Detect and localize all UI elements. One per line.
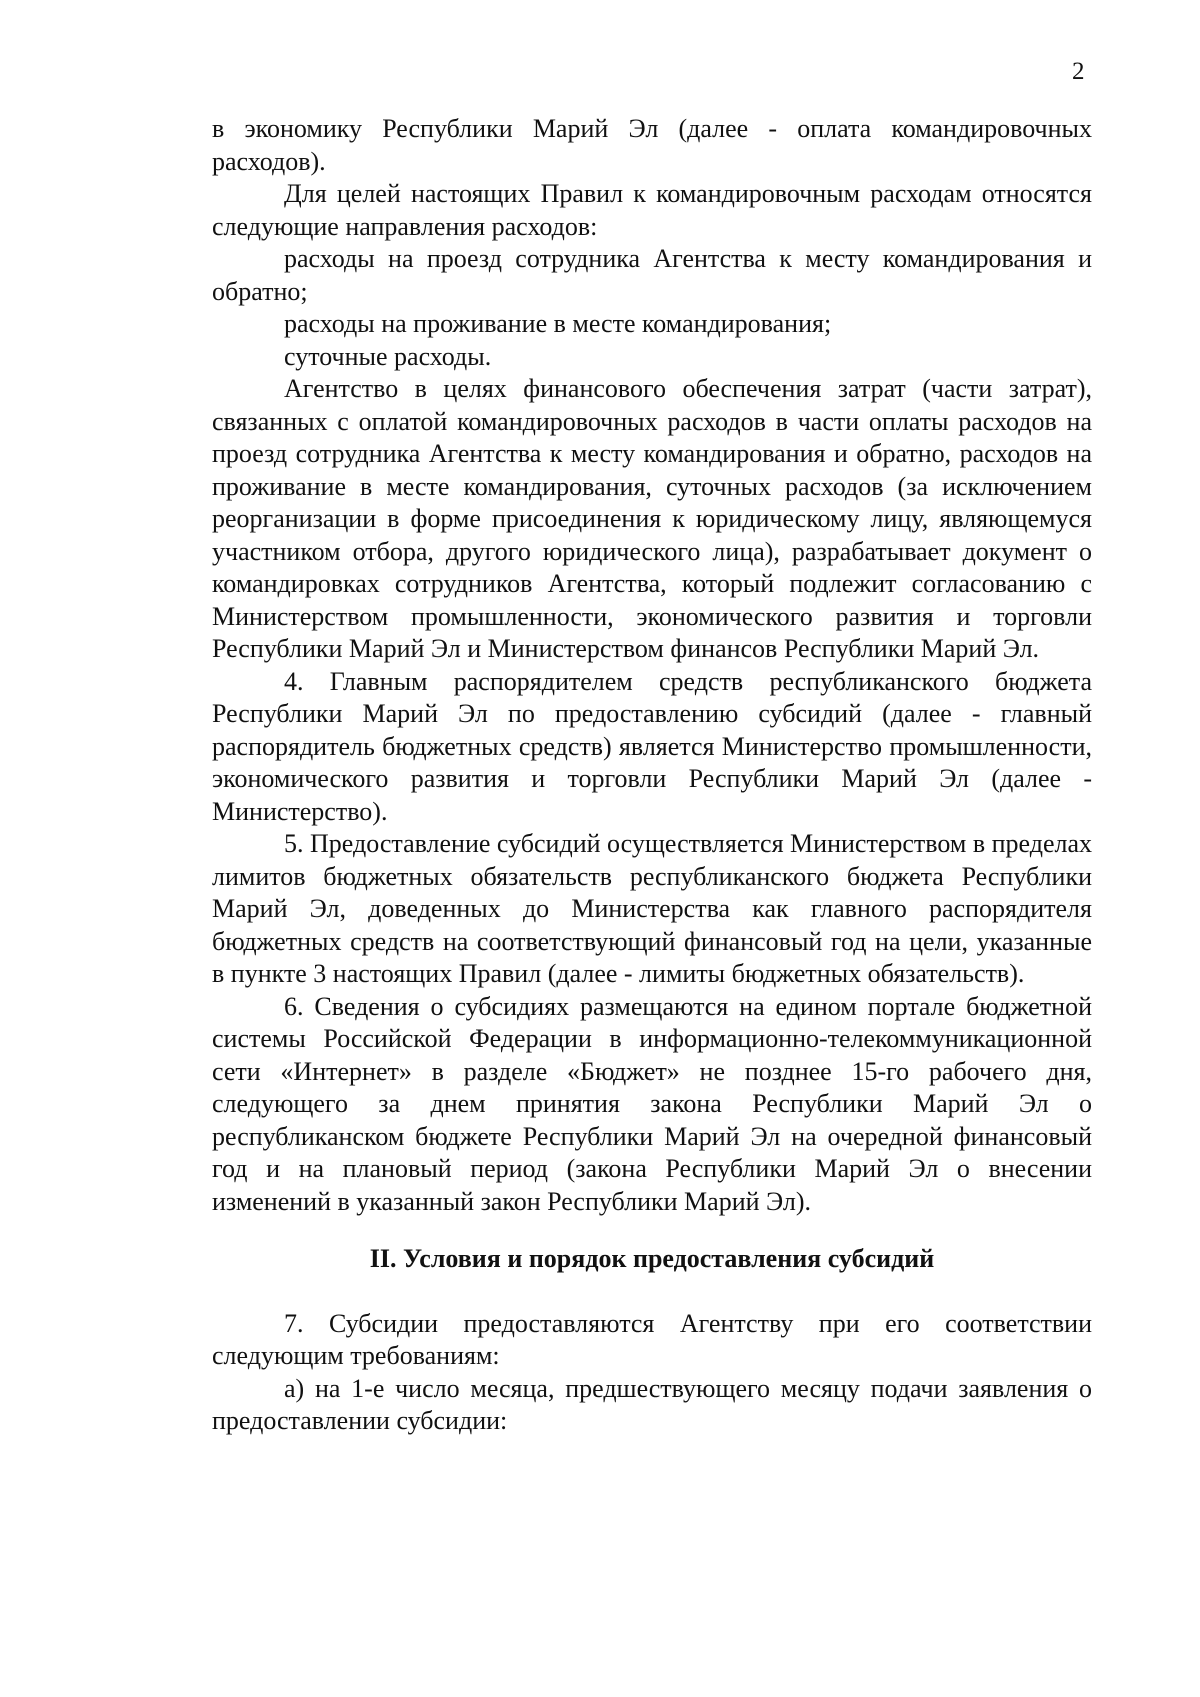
- paragraph-item-4: 4. Главным распорядителем средств республиканского бюджета Республики Марий Эл по предоставлению субсидий (далее - главный распорядитель бюджетных средств) является Министерство промышленности, экономического развития и торговли Республики Марий Эл (далее - Министерство).: [212, 666, 1092, 826]
- paragraph-item-7a: а) на 1-е число месяца, предшествующего месяцу подачи заявления о предоставлении субсидии:: [212, 1373, 1092, 1435]
- section-heading: II. Условия и порядок предоставления субсидий: [369, 1244, 935, 1273]
- document-body: [212, 113, 1092, 1438]
- paragraph-daily-allowance: суточные расходы.: [284, 341, 492, 371]
- paragraph-accommodation-costs: расходы на проживание в месте командирования;: [284, 309, 832, 338]
- paragraph-agency-document: Агентство в целях финансового обеспечения затрат (части затрат), связанных с оплатой командировочных расходов в части оплаты расходов на проезд сотрудника Агентства к месту командирования и обратно, расходов на проживание в месте командирования, суточных расходов (за исключением реорганизации в форме присоединения к юридическому лицу, являющемуся участником отбора, другого юридического лица), разрабатывает документ о командировках сотрудников Агентства, который подлежит согласованию с Министерством промышленности, экономического развития и торговли Республики Марий Эл и Министерством финансов Республики Марий Эл.: [212, 374, 1092, 663]
- paragraph-continuation: в экономику Республики Марий Эл (далее - оплата командировочных расходов).: [212, 114, 1092, 176]
- paragraph-item-7: 7. Субсидии предоставляются Агентству при его соответствии следующим требованиям:: [212, 1308, 1092, 1370]
- paragraph-travel-costs: расходы на проезд сотрудника Агентства к месту командирования и обратно;: [212, 244, 1092, 306]
- paragraph-travel-expense-definition: Для целей настоящих Правил к командировочным расходам относятся следующие направления расходов:: [212, 179, 1092, 241]
- page-number: 2: [1072, 58, 1085, 85]
- paragraph-item-5: 5. Предоставление субсидий осуществляется Министерством в пределах лимитов бюджетных обязательств республиканского бюджета Республики Марий Эл, доведенных до Министерства как главного распорядителя бюджетных средств на соответствующий финансовый год на цели, указанные в пункте 3 настоящих Правил (далее - лимиты бюджетных обязательств).: [212, 829, 1092, 988]
- paragraph-item-6: 6. Сведения о субсидиях размещаются на едином портале бюджетной системы Российской Федерации в информационно-телекоммуникационной сети «Интернет» в разделе «Бюджет» не позднее 15-го рабочего дня, следующего за днем принятия закона Республики Марий Эл о республиканском бюджете Республики Марий Эл на очередной финансовый год и на плановый период (закона Республики Марий Эл о внесении изменений в указанный закон Республики Марий Эл).: [212, 991, 1092, 1216]
